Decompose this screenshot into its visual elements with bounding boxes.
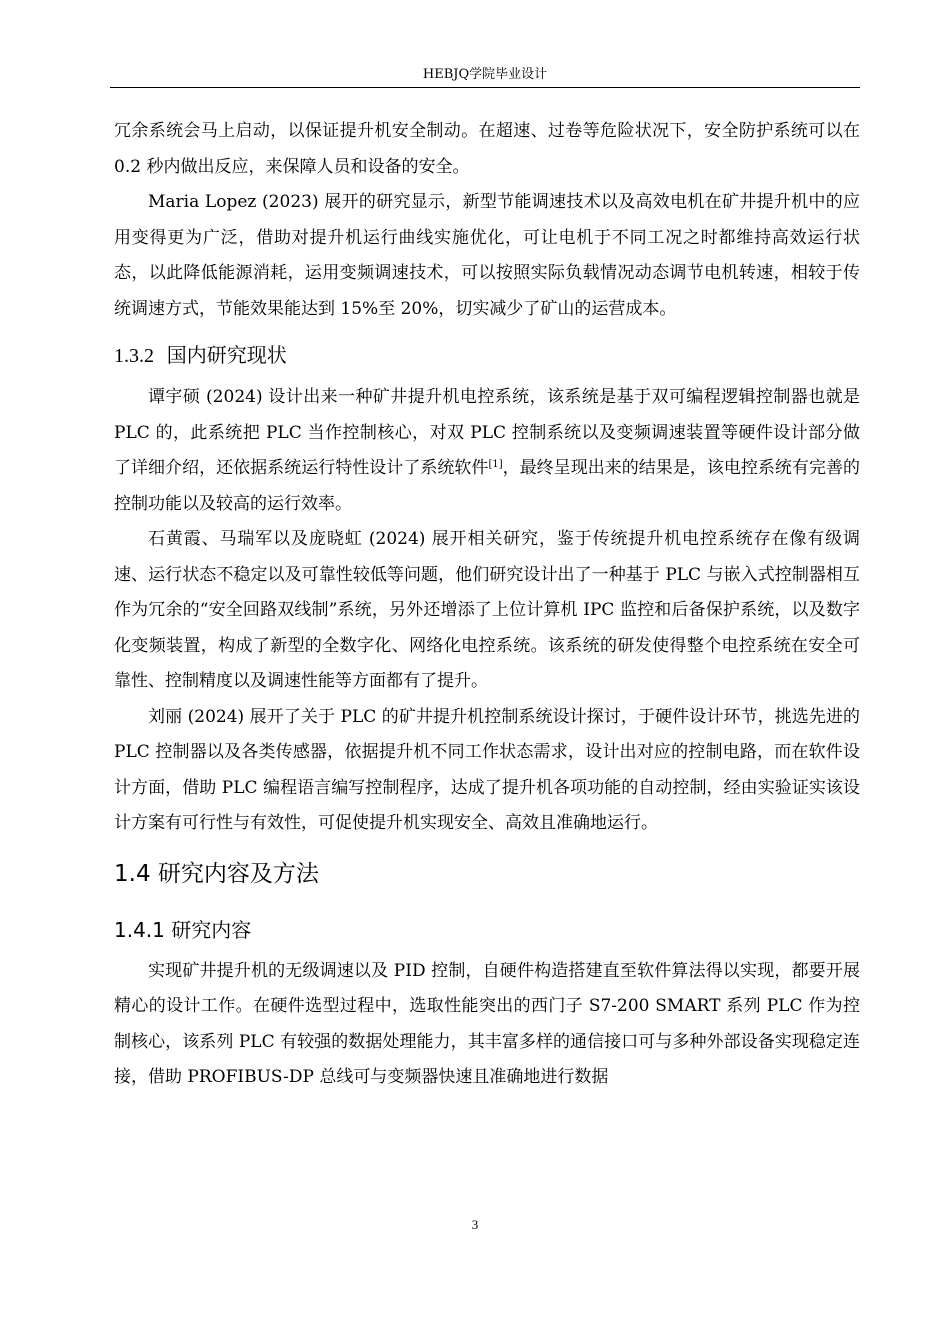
heading-text: 国内研究现状: [166, 343, 287, 367]
heading-number: 1.3.2: [114, 345, 154, 367]
document-body: [114, 114, 860, 1096]
citation-reference: [1]: [488, 459, 503, 470]
paragraph-research-content: 实现矿井提升机的无级调速以及 PID 控制，自硬件构造搭建直至软件算法得以实现，都要开展精心的设计工作。在硬件选型过程中，选取性能突出的西门子 S7-200 SMART 系列 PLC 作为控制核心，该系列 PLC 有较强的数据处理能力，其丰富多样的通信接口可与多种外部设备实现稳定连接，借助 PROFIBUS-DP 总线可与变频器快速且准确地进行数据: [114, 960, 860, 1087]
header-divider: [110, 87, 860, 88]
paragraph-text: ，最终呈现出来的结果是，该电控系统有完善的控制功能以及较高的运行效率。: [114, 458, 861, 514]
heading-1-3-2: [114, 327, 860, 380]
paragraph-liu-li: 刘丽 (2024) 展开了关于 PLC 的矿井提升机控制系统设计探讨，于硬件设计环节，挑选先进的 PLC 控制器以及各类传感器，依据提升机不同工作状态需求，设计出对应的控制电路，而在软件设计方面，借助 PLC 编程语言编写控制程序，达成了提升机各项功能的自动控制，经由实验证实该设计方案有可行性与有效性，可促使提升机实现安全、高效且准确地运行。: [114, 706, 860, 833]
paragraph-text: 谭宇硕 (2024) 设计出来一种矿井提升机电控系统，该系统是基于双可编程逻辑控制器也就是 PLC 的，此系统把 PLC 当作控制核心，对双 PLC 控制系统以及变频调速装置等硬件设计部分做了详细介绍，还依据系统运行特性设计了系统软件: [114, 387, 860, 478]
paragraph-tan-yushuo: [114, 380, 860, 522]
paragraph-shi-huangxia: 石黄霞、马瑞军以及庞晓虹 (2024) 展开相关研究，鉴于传统提升机电控系统存在像有级调速、运行状态不稳定以及可靠性较低等问题，他们研究设计出了一种基于 PLC 与嵌入式控制器相互作为冗余的“安全回路双线制”系统，另外还增添了上位计算机 IPC 监控和后备保护系统，以及数字化变频装置，构成了新型的全数字化、网络化电控系统。该系统的研发使得整个电控系统在安全可靠性、控制精度以及调速性能等方面都有了提升。: [114, 529, 860, 691]
heading-1-4-1: 1.4.1 研究内容: [114, 917, 252, 942]
paragraph-continuation: 冗余系统会马上启动，以保证提升机安全制动。在超速、过卷等危险状况下，安全防护系统可以在 0.2 秒内做出反应，来保障人员和设备的安全。: [114, 121, 860, 177]
paragraph-maria-lopez: Maria Lopez (2023) 展开的研究显示，新型节能调速技术以及高效电机在矿井提升机中的应用变得更为广泛，借助对提升机运行曲线实施优化，可让电机于不同工况之时都维持高效运行状态，以此降低能源消耗，运用变频调速技术，可以按照实际负载情况动态调节电机转速，相较于传统调速方式，节能效果能达到 15%至 20%，切实减少了矿山的运营成本。: [114, 192, 860, 319]
page-number: 3: [471, 1217, 479, 1232]
heading-1-4: 1.4 研究内容及方法: [114, 860, 319, 887]
page-header: HEBJQ学院毕业设计: [422, 67, 548, 82]
